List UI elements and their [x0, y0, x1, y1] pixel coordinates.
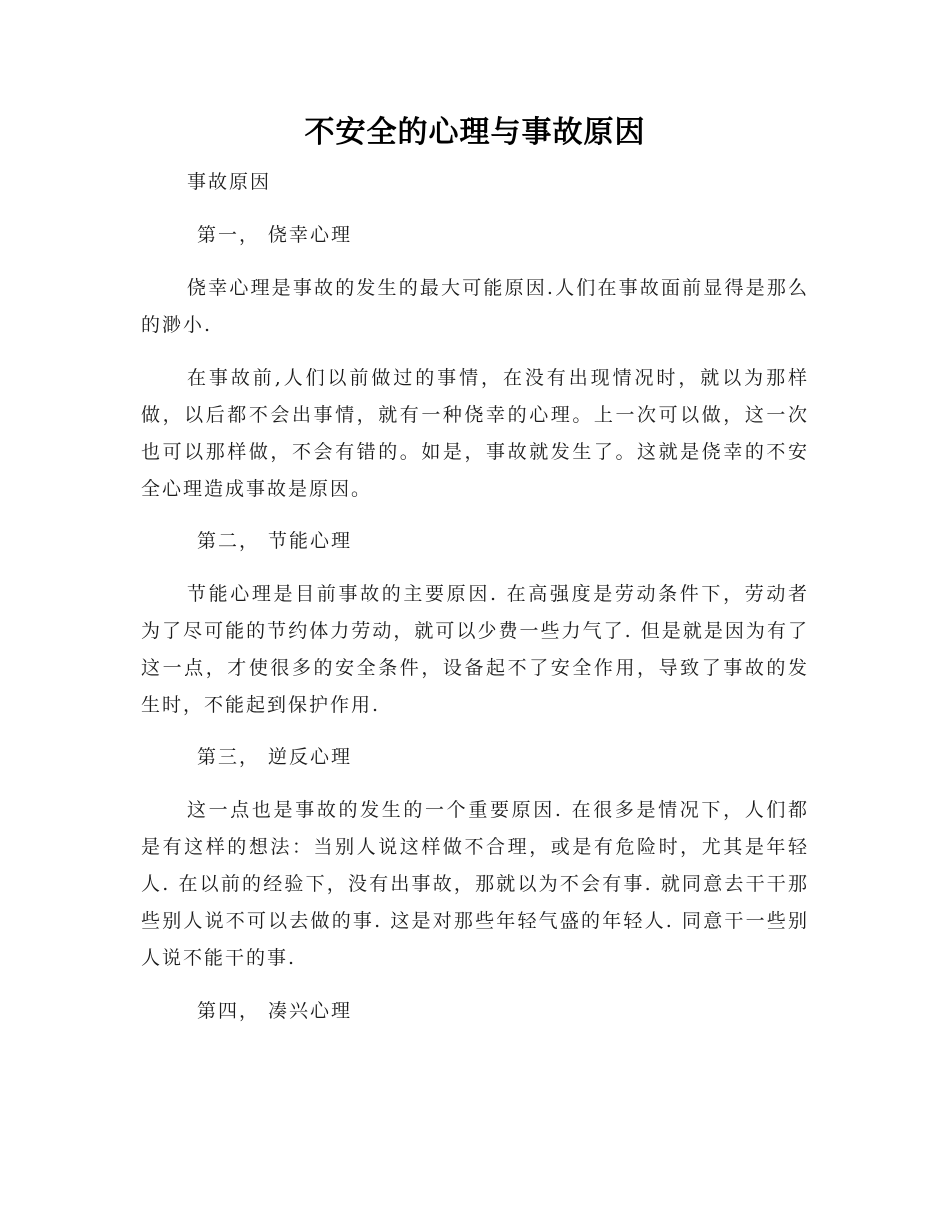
- section-heading: 事故原因: [187, 171, 272, 193]
- paragraph-4: 这一点也是事故的发生的一个重要原因. 在很多是情况下，人们都是有这样的想法：当别人说这样做不合理，或是有危险时，尤其是年轻人. 在以前的经验下，没有出事故，那就以为不会有事. 就同意去干干那些别人说不可以去做的事. 这是对那些年轻气盛的年轻人. 同意干一些别人说不能干的事.: [141, 799, 809, 969]
- document-title: 不安全的心理与事故原因: [304, 115, 646, 150]
- item-heading-2: 第二， 节能心理: [197, 530, 353, 552]
- item-heading-1: 第一， 侥幸心理: [197, 224, 353, 246]
- item-heading-3: 第三， 逆反心理: [197, 746, 353, 768]
- paragraph-3: 节能心理是目前事故的主要原因. 在高强度是劳动条件下，劳动者为了尽可能的节约体力劳动，就可以少费一些力气了. 但是就是因为有了这一点，才使很多的安全条件，设备起不了安全作用，导致了事故的发生时，不能起到保护作用.: [141, 583, 809, 716]
- paragraph-1: 侥幸心理是事故的发生的最大可能原因.人们在事故面前显得是那么的渺小.: [141, 277, 809, 336]
- item-heading-4: 第四， 凑兴心理: [197, 1000, 353, 1022]
- paragraph-2: 在事故前,人们以前做过的事情，在没有出现情况时，就以为那样做，以后都不会出事情，就有一种侥幸的心理。上一次可以做，这一次也可以那样做，不会有错的。如是，事故就发生了。这就是侥幸的不安全心理造成事故是原因。: [141, 367, 809, 500]
